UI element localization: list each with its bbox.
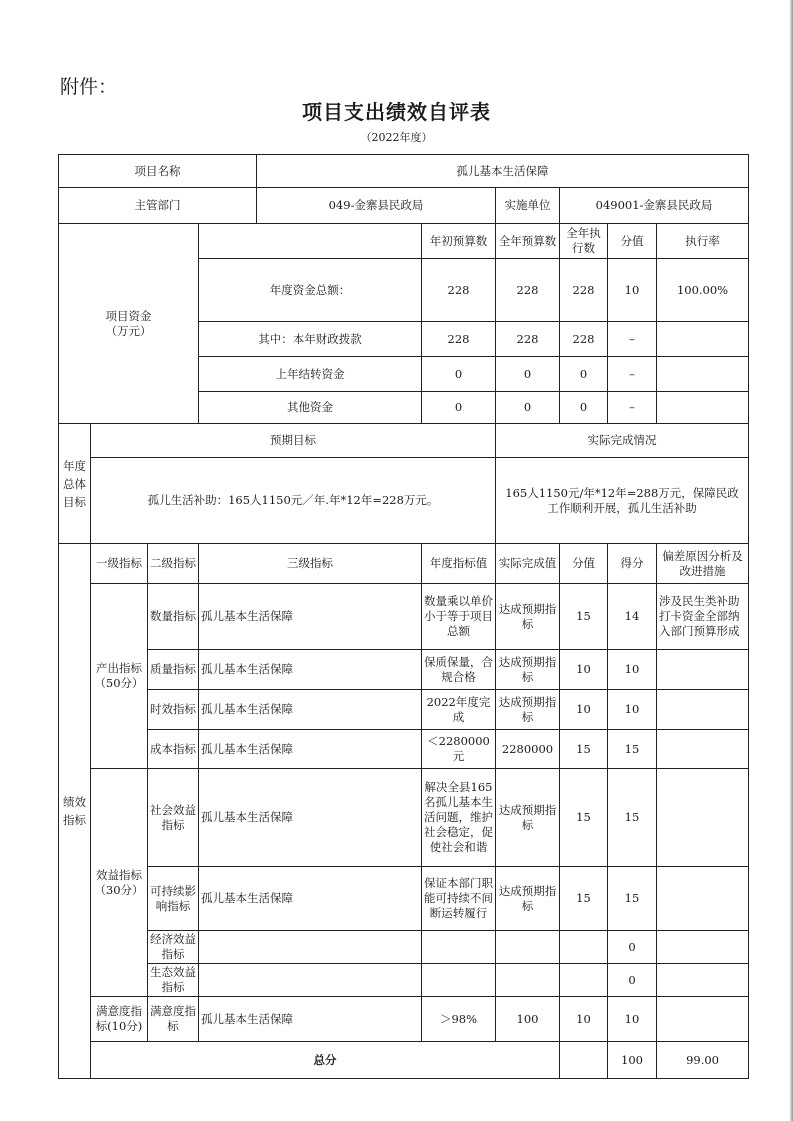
expected-goal-header: 预期目标 <box>91 424 496 458</box>
project-name-label: 项目名称 <box>59 155 257 188</box>
level2-indicator: 可持续影响指标 <box>148 867 199 931</box>
actual-value: 达成预期指标 <box>496 584 560 650</box>
level3-indicator: 孤儿基本生活保障 <box>199 997 422 1042</box>
got-value: 10 <box>608 997 657 1042</box>
level3-indicator: 孤儿基本生活保障 <box>199 769 422 867</box>
indicator-header: 年度指标值 <box>422 544 496 584</box>
attachment-label: 附件： <box>60 76 118 98</box>
score-value: 10 <box>560 650 608 690</box>
deviation-note <box>657 730 749 769</box>
funds-label: 项目资金 （万元） <box>59 224 199 424</box>
funds-cell <box>657 322 749 357</box>
level2-indicator: 经济效益指标 <box>148 931 199 964</box>
score-value: 15 <box>560 769 608 867</box>
dept-value: 049-金寨县民政局 <box>257 188 496 224</box>
target-value: 保质保量，合规合格 <box>422 650 496 690</box>
score-value: 15 <box>560 584 608 650</box>
got-value: 10 <box>608 650 657 690</box>
benefit-indicator-label: 效益指标 （30分） <box>91 769 148 997</box>
score-value: 15 <box>560 730 608 769</box>
actual-result-text: 165人1150元/年*12年=288万元，保障民政工作顺利开展，孤儿生活补助 <box>496 458 749 544</box>
target-value: 数量乘以单价小于等于项目总额 <box>422 584 496 650</box>
funds-cell: 100.00% <box>657 259 749 322</box>
level2-indicator: 时效指标 <box>148 690 199 730</box>
got-value: 0 <box>608 964 657 997</box>
indicator-header: 二级指标 <box>148 544 199 584</box>
level2-indicator: 数量指标 <box>148 584 199 650</box>
funds-row-label: 其中：本年财政拨款 <box>199 322 422 357</box>
got-value: 15 <box>608 867 657 931</box>
funds-header-blank <box>199 224 422 259</box>
funds-cell: 228 <box>560 322 608 357</box>
funds-header: 全年执行数 <box>560 224 608 259</box>
funds-row-label: 上年结转资金 <box>199 357 422 392</box>
funds-cell: – <box>608 322 657 357</box>
target-value <box>422 964 496 997</box>
funds-cell: 228 <box>496 322 560 357</box>
actual-value: 达成预期指标 <box>496 690 560 730</box>
score-value: 10 <box>560 690 608 730</box>
actual-value: 100 <box>496 997 560 1042</box>
actual-value: 达成预期指标 <box>496 769 560 867</box>
level3-indicator <box>199 931 422 964</box>
deviation-note <box>657 690 749 730</box>
funds-cell: 0 <box>422 392 496 424</box>
funds-cell: 0 <box>496 392 560 424</box>
target-value: 2022年度完成 <box>422 690 496 730</box>
funds-header: 分值 <box>608 224 657 259</box>
form-title: 项目支出绩效自评表 <box>302 100 491 124</box>
level3-indicator: 孤儿基本生活保障 <box>199 690 422 730</box>
funds-row-label: 年度资金总额： <box>199 259 422 322</box>
project-name-value: 孤儿基本生活保障 <box>257 155 749 188</box>
funds-cell: 10 <box>608 259 657 322</box>
level3-indicator: 孤儿基本生活保障 <box>199 867 422 931</box>
satisfaction-indicator-label: 满意度指标(10分) <box>91 997 148 1042</box>
total-blank <box>560 1042 608 1079</box>
indicator-header: 实际完成值 <box>496 544 560 584</box>
funds-cell: – <box>608 392 657 424</box>
funds-cell: 0 <box>560 357 608 392</box>
funds-cell: 0 <box>560 392 608 424</box>
actual-value: 2280000 <box>496 730 560 769</box>
indicator-header: 分值 <box>560 544 608 584</box>
level2-indicator: 质量指标 <box>148 650 199 690</box>
deviation-note <box>657 867 749 931</box>
output-indicator-label: 产出指标 （50分） <box>91 584 148 769</box>
total-score: 100 <box>608 1042 657 1079</box>
actual-value <box>496 964 560 997</box>
got-value: 14 <box>608 584 657 650</box>
total-got: 99.00 <box>657 1042 749 1079</box>
funds-cell <box>657 357 749 392</box>
indicator-header: 得分 <box>608 544 657 584</box>
deviation-note <box>657 931 749 964</box>
actual-value: 达成预期指标 <box>496 650 560 690</box>
funds-cell: 228 <box>496 259 560 322</box>
indicator-header: 三级指标 <box>199 544 422 584</box>
funds-cell: 228 <box>560 259 608 322</box>
got-value: 15 <box>608 730 657 769</box>
total-label: 总分 <box>91 1042 560 1079</box>
funds-row-label: 其他资金 <box>199 392 422 424</box>
level2-indicator: 满意度指标 <box>148 997 199 1042</box>
indicator-header: 偏差原因分析及改进措施 <box>657 544 749 584</box>
level3-indicator: 孤儿基本生活保障 <box>199 730 422 769</box>
funds-header: 全年预算数 <box>496 224 560 259</box>
target-value: 解决全县165名孤儿基本生活问题，维护社会稳定，促使社会和谐 <box>422 769 496 867</box>
actual-value <box>496 931 560 964</box>
annual-goal-label: 年度总体目标 <box>59 424 91 544</box>
score-value <box>560 964 608 997</box>
funds-cell: 228 <box>422 322 496 357</box>
indicator-label: 绩效指标 <box>59 544 91 1079</box>
got-value: 0 <box>608 931 657 964</box>
unit-label: 实施单位 <box>496 188 560 224</box>
level2-indicator: 成本指标 <box>148 730 199 769</box>
level3-indicator: 孤儿基本生活保障 <box>199 584 422 650</box>
level2-indicator: 生态效益指标 <box>148 964 199 997</box>
funds-cell: 0 <box>496 357 560 392</box>
funds-header: 年初预算数 <box>422 224 496 259</box>
got-value: 10 <box>608 690 657 730</box>
got-value: 15 <box>608 769 657 867</box>
funds-cell <box>657 392 749 424</box>
deviation-note <box>657 769 749 867</box>
unit-value: 049001-金寨县民政局 <box>560 188 749 224</box>
actual-result-header: 实际完成情况 <box>496 424 749 458</box>
target-value: ＜2280000元 <box>422 730 496 769</box>
deviation-note <box>657 650 749 690</box>
target-value <box>422 931 496 964</box>
funds-cell: 0 <box>422 357 496 392</box>
score-value: 15 <box>560 867 608 931</box>
score-value: 10 <box>560 997 608 1042</box>
actual-value: 达成预期指标 <box>496 867 560 931</box>
dept-label: 主管部门 <box>59 188 257 224</box>
funds-cell: – <box>608 357 657 392</box>
self-evaluation-table <box>58 154 749 1079</box>
target-value: 保证本部门职能可持续不间断运转履行 <box>422 867 496 931</box>
deviation-note <box>657 997 749 1042</box>
expected-goal-text: 孤儿生活补助：165人1150元／年.年*12年=228万元。 <box>91 458 496 544</box>
funds-header: 执行率 <box>657 224 749 259</box>
level3-indicator: 孤儿基本生活保障 <box>199 650 422 690</box>
deviation-note <box>657 964 749 997</box>
level3-indicator <box>199 964 422 997</box>
indicator-header: 一级指标 <box>91 544 148 584</box>
score-value <box>560 931 608 964</box>
target-value: ＞98% <box>422 997 496 1042</box>
funds-cell: 228 <box>422 259 496 322</box>
level2-indicator: 社会效益指标 <box>148 769 199 867</box>
form-year: （2022年度） <box>360 131 433 144</box>
deviation-note: 涉及民生类补助打卡资金全部纳入部门预算形成 <box>657 584 749 650</box>
